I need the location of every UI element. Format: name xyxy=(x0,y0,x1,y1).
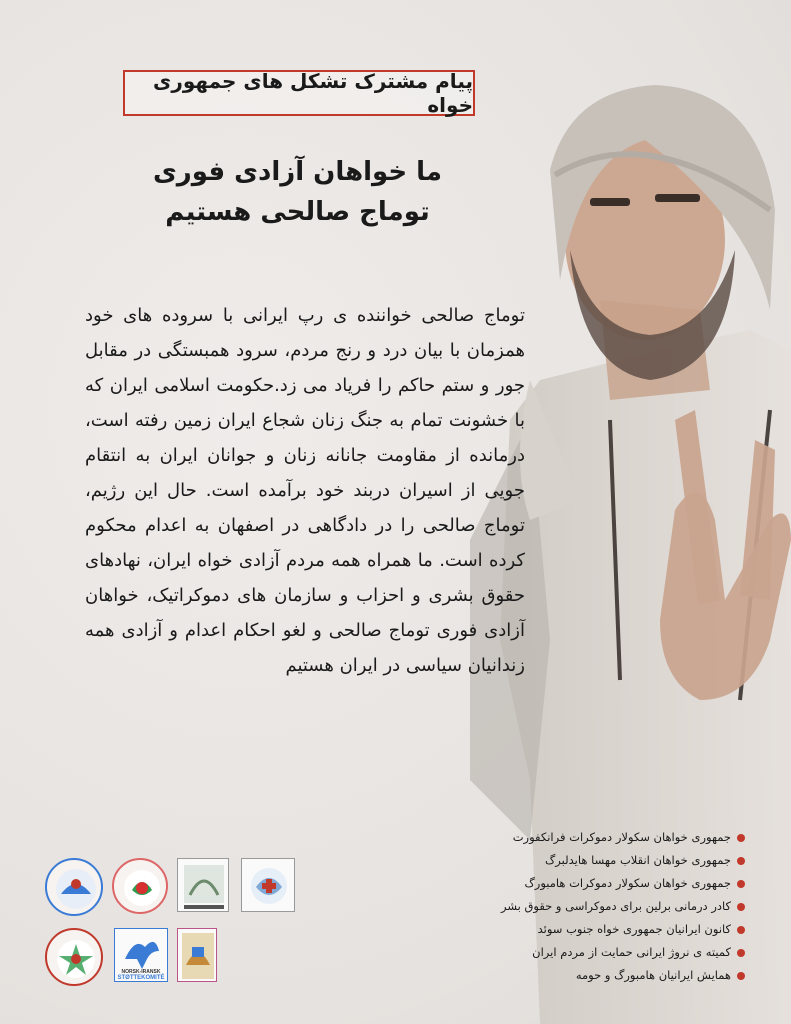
organization-item: جمهوری خواهان سکولار دموکرات فرانکفورت xyxy=(465,826,745,849)
bullet-icon xyxy=(737,857,745,865)
logo-south-sweden-republicans xyxy=(45,928,103,986)
joint-message-header xyxy=(123,70,475,116)
organizations-list xyxy=(465,826,745,987)
bullet-icon xyxy=(737,972,745,980)
bullet-icon xyxy=(737,949,745,957)
main-title-line2: توماج صالحی هستیم xyxy=(165,197,430,227)
logo-frankfurt-republicans xyxy=(45,858,103,916)
statement-body: توماج صالحی خواننده ی رپ ایرانی با سروده های خود همزمان با بیان درد و رنج مردم، سرود همبستگی در مقابل جور و ستم حاکم را فریاد می زد.حکومت اسلامی ایران که با خشونت تمام به جنگ زنان شجاع ایران زمین رفته است، درمانده از مقاومت جانانه زنان و جوانان ایران به انتقام جویی از اسیران دربند خود برآمده است. حال این رژیم، توماج صالحی را در دادگاهی در اصفهان به اعدام محکوم کرده است. ما همراه همه مردم آزادی خواه ایران، نهادهای حقوق بشری و احزاب و سازمان های دموکراتیک، خواهان آزادی فوری توماج صالحی و لغو احکام اعدام و آزادی همه زندانیان سیاسی در ایران هستیم xyxy=(85,305,525,676)
logo-mahsa-revolution-heidelberg xyxy=(112,858,168,914)
bullet-icon xyxy=(737,903,745,911)
bullet-icon xyxy=(737,926,745,934)
main-title-line1: ما خواهان آزادی فوری xyxy=(152,157,443,187)
bullet-icon xyxy=(737,880,745,888)
main-title xyxy=(120,152,475,232)
logo-hamburg-iranians-gathering xyxy=(177,928,217,982)
organization-item: کادر درمانی برلین برای دموکراسی و حقوق بشر xyxy=(465,895,745,918)
organization-item: کمیته ی نروژ ایرانی حمایت از مردم ایران xyxy=(465,941,745,964)
organization-item: جمهوری خواهان انقلاب مهسا هایدلبرگ xyxy=(465,849,745,872)
organization-item: کانون ایرانیان جمهوری خواه جنوب سوئد xyxy=(465,918,745,941)
organization-item: همایش ایرانیان هامبورگ و حومه xyxy=(465,964,745,987)
logo-berlin-medical-staff xyxy=(241,858,295,912)
joint-message-header-text: پیام مشترک تشکل های جمهوری خواه xyxy=(153,69,473,117)
logo-hamburg-republicans xyxy=(177,858,229,912)
logo-norway-support-committee: NORSK-IRANSK STØTTEKOMITÉ xyxy=(114,928,168,982)
organization-item: جمهوری خواهان سکولار دموکرات هامبورگ xyxy=(465,872,745,895)
bullet-icon xyxy=(737,834,745,842)
